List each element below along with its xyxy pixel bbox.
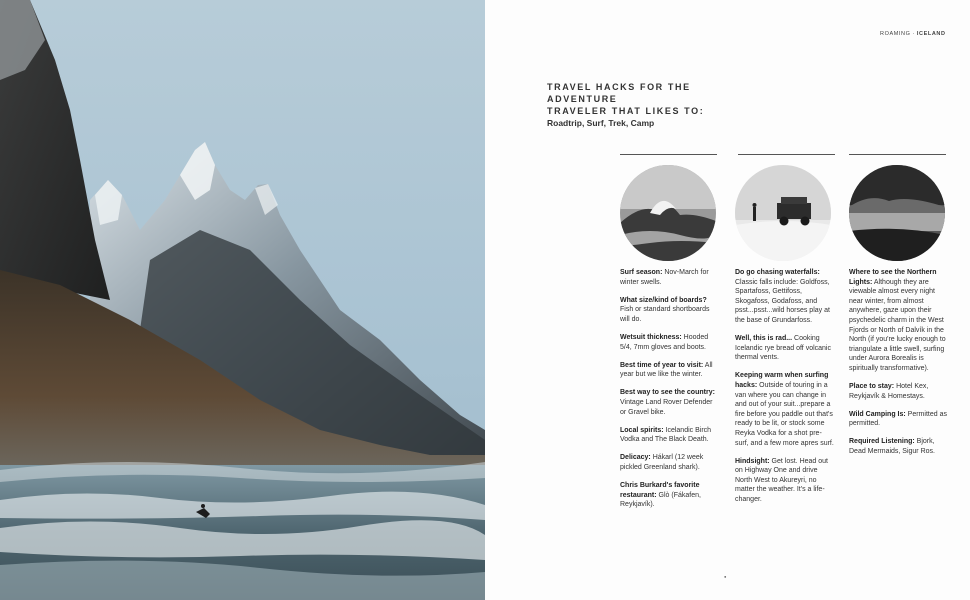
tip-text: All year but we like the winter. xyxy=(620,361,713,379)
tip-paragraph xyxy=(620,361,720,380)
headline-line: TRAVELER THAT LIKES TO: xyxy=(547,106,705,116)
coastline-circle-photo xyxy=(849,165,945,261)
tip-label: Where to see the Northern Lights: xyxy=(849,269,937,286)
tip-text: Bjork, Dead Mermaids, Sigur Ros. xyxy=(849,438,935,455)
tip-paragraph xyxy=(735,268,835,326)
headline-subtitle: Roadtrip, Surf, Trek, Camp xyxy=(547,118,655,128)
tip-paragraph xyxy=(849,437,947,456)
tip-text: Hákarl (12 week pickled Greenland shark). xyxy=(620,454,704,471)
text-column-1 xyxy=(620,268,720,518)
tip-text: Cooking Icelandic rye bread off volcanic thermal vents. xyxy=(735,335,831,362)
tip-text: Vintage Land Rover Defender or Gravel bike. xyxy=(620,398,713,416)
tip-text: Icelandic Birch Vodka and The Black Death. xyxy=(620,426,712,444)
tip-label: Hindsight: xyxy=(735,457,770,465)
tip-text: Although they are viewable almost every night near winter, from almost anywhere, gaze upon their psychedelic charm in the West Fjords or North of Dalvík in the North (if you're lucky enough to triangulate a little swell, surfing under Aurora Borealis is spiritually transformative). xyxy=(849,278,946,372)
tip-label: Best way to see the country: xyxy=(620,389,715,397)
headline-line: TRAVEL HACKS FOR THE ADVENTURE xyxy=(547,82,691,104)
tip-label: Place to stay: xyxy=(849,383,895,391)
tip-label: Surf season: xyxy=(620,269,663,276)
tip-text: Fish or standard shortboards will do. xyxy=(620,306,710,323)
tip-label: Required Listening: xyxy=(849,438,915,446)
running-head-separator: · xyxy=(912,31,915,37)
tip-paragraph xyxy=(620,333,720,352)
text-column-3 xyxy=(849,268,947,465)
tip-paragraph xyxy=(735,371,835,448)
article-headline xyxy=(547,81,757,128)
tip-text: Outside of touring in a van where you can change in and out of your suit...prepare a fire before you paddle out that's ready to be lit, or stock some Reyka Vodka for a shot pre-surf, and a few more apres surf. xyxy=(735,381,834,447)
tip-text: Permitted as permitted. xyxy=(849,410,947,428)
tip-paragraph xyxy=(849,268,947,374)
tip-label: Keeping warm when surfing hacks: xyxy=(735,372,829,389)
tip-text: Classic falls include: Goldfoss, Spartafoss, Gettifoss, Skogafoss, Godafoss, and psst...psst...wild horses play at the base of Grundarfoss. xyxy=(735,278,830,324)
tip-paragraph xyxy=(735,457,835,505)
tip-label: Best time of year to visit: xyxy=(620,361,704,369)
tip-label: Local spirits: xyxy=(620,426,664,434)
page-folio: ● xyxy=(724,574,727,579)
tip-label: Do go chasing waterfalls: xyxy=(735,269,820,276)
tip-paragraph xyxy=(735,334,835,363)
tip-paragraph xyxy=(620,453,720,472)
tip-paragraph xyxy=(620,296,720,325)
tip-label: Wetsuit thickness: xyxy=(620,333,682,341)
running-head-place: ICELAND xyxy=(916,31,946,37)
tip-paragraph xyxy=(620,388,720,417)
tip-text: Hooded 5/4, 7mm gloves and boots. xyxy=(620,333,709,351)
text-column-2 xyxy=(735,268,835,513)
column-rule xyxy=(849,154,946,155)
land-rover-circle-photo xyxy=(735,165,831,261)
running-head-section: ROAMING xyxy=(880,31,911,37)
tip-paragraph xyxy=(620,268,720,287)
tip-paragraph xyxy=(849,382,947,401)
running-head xyxy=(880,31,946,37)
tip-text: Glò (Fákafen, Reykjavík). xyxy=(620,491,701,509)
tip-paragraph xyxy=(620,426,720,445)
tip-text: Hotel Kex, Reykjavík & Homestays. xyxy=(849,383,929,400)
tip-paragraph xyxy=(849,410,947,429)
tip-label: Chris Burkard's favorite restaurant: xyxy=(620,482,700,499)
column-rule xyxy=(738,154,835,155)
tip-label: Wild Camping Is: xyxy=(849,410,906,418)
tip-label: Well, this is rad... xyxy=(735,335,793,343)
tip-text: Nov-March for winter swells. xyxy=(620,269,709,286)
tip-text: Get lost. Head out on Highway One and drive North West to Akureyri, no matter the weather. It's a life-changer. xyxy=(735,457,828,503)
column-rule xyxy=(620,154,717,155)
tip-label: What size/kind of boards? xyxy=(620,296,707,304)
tip-paragraph xyxy=(620,481,720,510)
wave-circle-photo xyxy=(620,165,716,261)
tip-label: Delicacy: xyxy=(620,454,651,462)
